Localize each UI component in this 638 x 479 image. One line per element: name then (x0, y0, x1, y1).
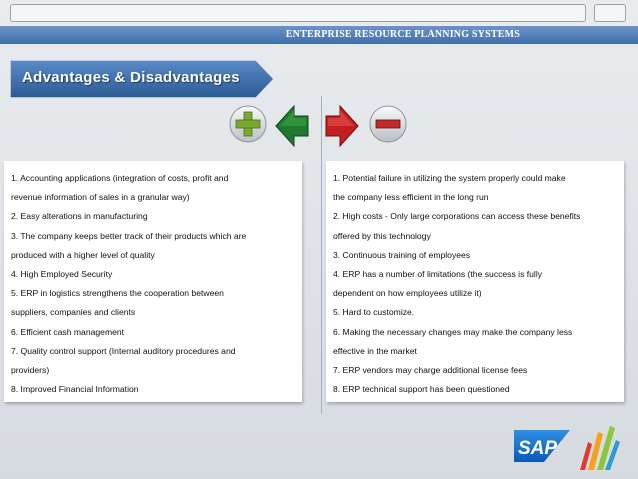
corner-box (594, 4, 626, 22)
sap-logo (512, 424, 624, 476)
list-item: produced with a higher level of quality (11, 249, 155, 260)
list-item: providers) (11, 365, 50, 376)
list-item: 5. Hard to customize. (333, 307, 415, 318)
list-item: 6. Efficient cash management (11, 326, 125, 337)
list-item: 4. High Employed Security (11, 269, 113, 280)
list-item: dependent on how employees utilize it) (333, 288, 482, 299)
list-item: 3. Continuous training of employees (333, 249, 471, 260)
top-bar (10, 4, 586, 22)
list-item: 8. ERP technical support has been questioned (333, 384, 510, 395)
column-divider (321, 96, 322, 414)
disadvantages-panel (326, 161, 624, 402)
plus-icon (228, 104, 268, 144)
list-item: offered by this technology (333, 230, 431, 241)
header-bar (0, 26, 638, 44)
section-banner (10, 58, 276, 100)
banner-label: Advantages & Disadvantages (22, 69, 240, 86)
arrow-right-icon (320, 104, 360, 148)
sap-logo-text: SAP (518, 438, 558, 459)
list-item: 6. Making the necessary changes may make the company less (333, 326, 573, 337)
list-item: 2. High costs - Only large corporations can access these benefits (333, 211, 581, 222)
list-item: 1. Potential failure in utilizing the system properly could make (333, 173, 566, 183)
page-title: ENTERPRISE RESOURCE PLANNING SYSTEMS (285, 29, 520, 40)
list-item: 3. The company keeps better track of their products which are (11, 230, 247, 241)
list-item: revenue information of sales in a granular way) (11, 192, 190, 203)
list-item: 5. ERP in logistics strengthens the cooperation between (11, 288, 224, 299)
list-item: suppliers, companies and clients (11, 307, 136, 318)
list-item: the company less efficient in the long run (333, 192, 489, 203)
icon-row (228, 104, 418, 148)
disadvantages-list (326, 161, 624, 399)
list-item: 2. Easy alterations in manufacturing (11, 211, 148, 222)
list-item: 8. Improved Financial Information (11, 384, 139, 395)
list-item: effective in the market (333, 345, 417, 356)
advantages-list (4, 161, 302, 399)
advantages-panel (4, 161, 302, 402)
list-item: 7. ERP vendors may charge additional license fees (333, 365, 528, 376)
list-item: 7. Quality control support (Internal auditory procedures and (11, 345, 236, 356)
list-item: 4. ERP has a number of limitations (the success is fully (333, 269, 543, 280)
arrow-left-icon (274, 104, 314, 148)
minus-icon (368, 104, 408, 144)
list-item: 1. Accounting applications (integration of costs, profit and (11, 173, 229, 183)
